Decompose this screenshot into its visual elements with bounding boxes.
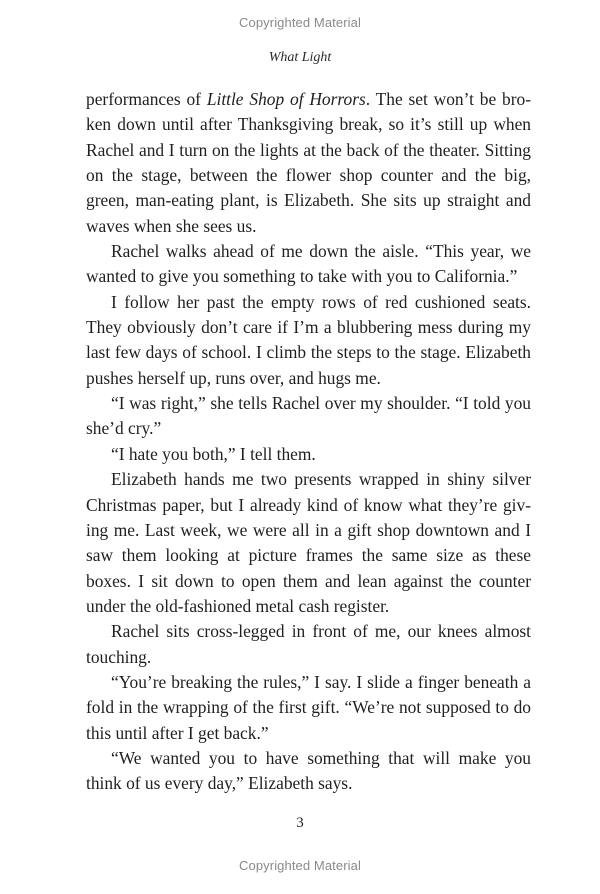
paragraph: “We wanted you to have something that will make you think of us every day,” Elizabeth says. [86, 747, 531, 794]
book-title: Little Shop of Horrors [206, 89, 366, 109]
paragraph: Rachel sits cross-legged in front of me, our knees almost touching. [86, 621, 531, 667]
paragraph-text: performances of [86, 89, 207, 109]
paragraph: “You’re breaking the rules,” I say. I slide a finger beneath a fold in the wrapping of the first gift. “We’re not supposed to do this until after I get back.” [86, 671, 531, 743]
running-head: What Light [268, 50, 332, 65]
page-body [86, 87, 531, 797]
paragraph: Rachel walks ahead of me down the aisle. “This year, we wanted to give you something to take with you to California.” [86, 241, 531, 287]
paragraph: I follow her past the empty rows of red cushioned seats. They obviously don’t care if I’m a blubbering mess during my last few days of school. I climb the steps to the stage. Elizabeth pushes herself up, runs over, and hugs me. [86, 291, 531, 388]
paragraph-text: . The set won’t be bro-ken down until after Thanksgiving break, so it’s still up when Rachel and I turn on the lights at the back of the theater. Sitting on the stage, between the flower shop counter and the big, green, man-eating plant, is Elizabeth. She sits up straight and waves when she sees us. [86, 89, 531, 236]
paragraph: Elizabeth hands me two presents wrapped in shiny silver Christmas paper, but I already kind of know what they’re giv-ing me. Last week, we were all in a gift shop downtown and I saw them looking at picture frames the same size as these boxes. I sit down to open them and lean against the counter under the old-fashioned metal cash register. [86, 469, 531, 616]
paragraph: “I hate you both,” I tell them. [111, 443, 316, 464]
copyright-watermark-top: Copyrighted Material [239, 15, 361, 30]
paragraph: “I was right,” she tells Rachel over my shoulder. “I told you she’d cry.” [86, 393, 531, 439]
paragraph [86, 87, 531, 239]
copyright-watermark-bottom: Copyrighted Material [239, 858, 361, 873]
page-number: 3 [296, 815, 304, 831]
